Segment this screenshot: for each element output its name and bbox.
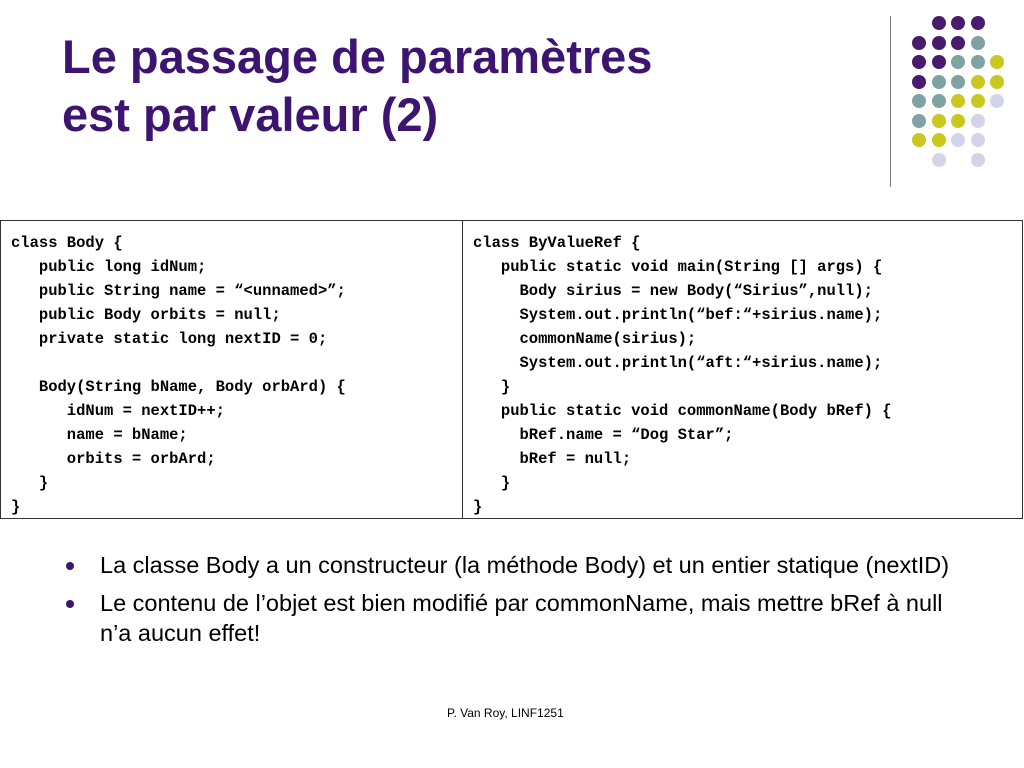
decorative-dot-lavender (951, 133, 965, 147)
bullet-item (64, 550, 964, 580)
code-line: Body sirius = new Body(“Sirius”,null); (473, 282, 873, 300)
decorative-dot-yellow (990, 75, 1004, 89)
decorative-dot-purple (971, 16, 985, 30)
code-line: System.out.println(“bef:“+sirius.name); (473, 306, 883, 324)
decorative-dot-lavender (932, 153, 946, 167)
decorative-dot-purple (912, 36, 926, 50)
slide-title (62, 28, 842, 144)
decorative-dot-purple (912, 75, 926, 89)
decorative-dot-teal (932, 94, 946, 108)
decorative-dot-yellow (951, 94, 965, 108)
decorative-divider (890, 16, 891, 187)
decorative-dot-purple (932, 36, 946, 50)
decorative-dot-yellow (971, 94, 985, 108)
code-cell-body-class (1, 221, 463, 518)
decorative-dot-lavender (990, 94, 1004, 108)
code-line: } (11, 498, 21, 516)
decorative-dot-yellow (990, 55, 1004, 69)
code-line: public static void commonName(Body bRef) { (473, 402, 892, 420)
code-line: private static long nextID = 0; (11, 330, 328, 348)
decorative-dot-purple (912, 55, 926, 69)
decorative-dot-teal (912, 94, 926, 108)
code-table (0, 220, 1023, 519)
code-line: bRef = null; (473, 450, 632, 468)
decorative-dot-teal (971, 36, 985, 50)
decorative-dot-lavender (971, 114, 985, 128)
decorative-dot-teal (951, 55, 965, 69)
bullet-dot-icon (66, 562, 74, 570)
code-line: orbits = orbArd; (11, 450, 216, 468)
decorative-dot-yellow (951, 114, 965, 128)
decorative-dot-yellow (932, 133, 946, 147)
bullet-item (64, 588, 964, 648)
decorative-dot-teal (971, 55, 985, 69)
bullet-text: La classe Body a un constructeur (la méthode Body) et un entier statique (nextID) (100, 552, 950, 578)
decorative-dot-lavender (971, 133, 985, 147)
code-line: class Body { (11, 234, 123, 252)
decorative-dot-purple (951, 16, 965, 30)
slide-footer: P. Van Roy, LINF1251 (447, 706, 564, 720)
decorative-dot-yellow (971, 75, 985, 89)
code-line: } (473, 474, 511, 492)
decorative-dot-purple (932, 16, 946, 30)
bullet-dot-icon (66, 600, 74, 608)
decorative-dot-teal (951, 75, 965, 89)
decorative-dot-purple (951, 36, 965, 50)
code-line: public String name = “<unnamed>”; (11, 282, 346, 300)
decorative-dot-teal (932, 75, 946, 89)
code-line: commonName(sirius); (473, 330, 697, 348)
code-line: Body(String bName, Body orbArd) { (11, 378, 346, 396)
decorative-dot-teal (912, 114, 926, 128)
code-line: name = bName; (11, 426, 188, 444)
code-line: } (11, 474, 49, 492)
decorative-dot-purple (932, 55, 946, 69)
decorative-dot-yellow (912, 133, 926, 147)
decorative-dot-yellow (932, 114, 946, 128)
slide-title-line-1: Le passage de paramètres (62, 30, 653, 83)
code-line: class ByValueRef { (473, 234, 641, 252)
code-line (11, 351, 462, 375)
bullet-text: Le contenu de l’objet est bien modifié par commonName, mais mettre bRef à null n’a aucun effet! (100, 590, 943, 646)
bullet-list (64, 550, 964, 656)
decorative-dot-lavender (971, 153, 985, 167)
code-line: public static void main(String [] args) { (473, 258, 883, 276)
code-line: public long idNum; (11, 258, 207, 276)
code-line: } (473, 378, 511, 396)
code-line: idNum = nextID++; (11, 402, 225, 420)
code-cell-byvalueref-class (463, 221, 1022, 518)
code-line: System.out.println(“aft:“+sirius.name); (473, 354, 883, 372)
code-line: } (473, 498, 483, 516)
code-line: bRef.name = “Dog Star”; (473, 426, 734, 444)
code-line: public Body orbits = null; (11, 306, 281, 324)
slide-title-line-2: est par valeur (2) (62, 88, 439, 141)
